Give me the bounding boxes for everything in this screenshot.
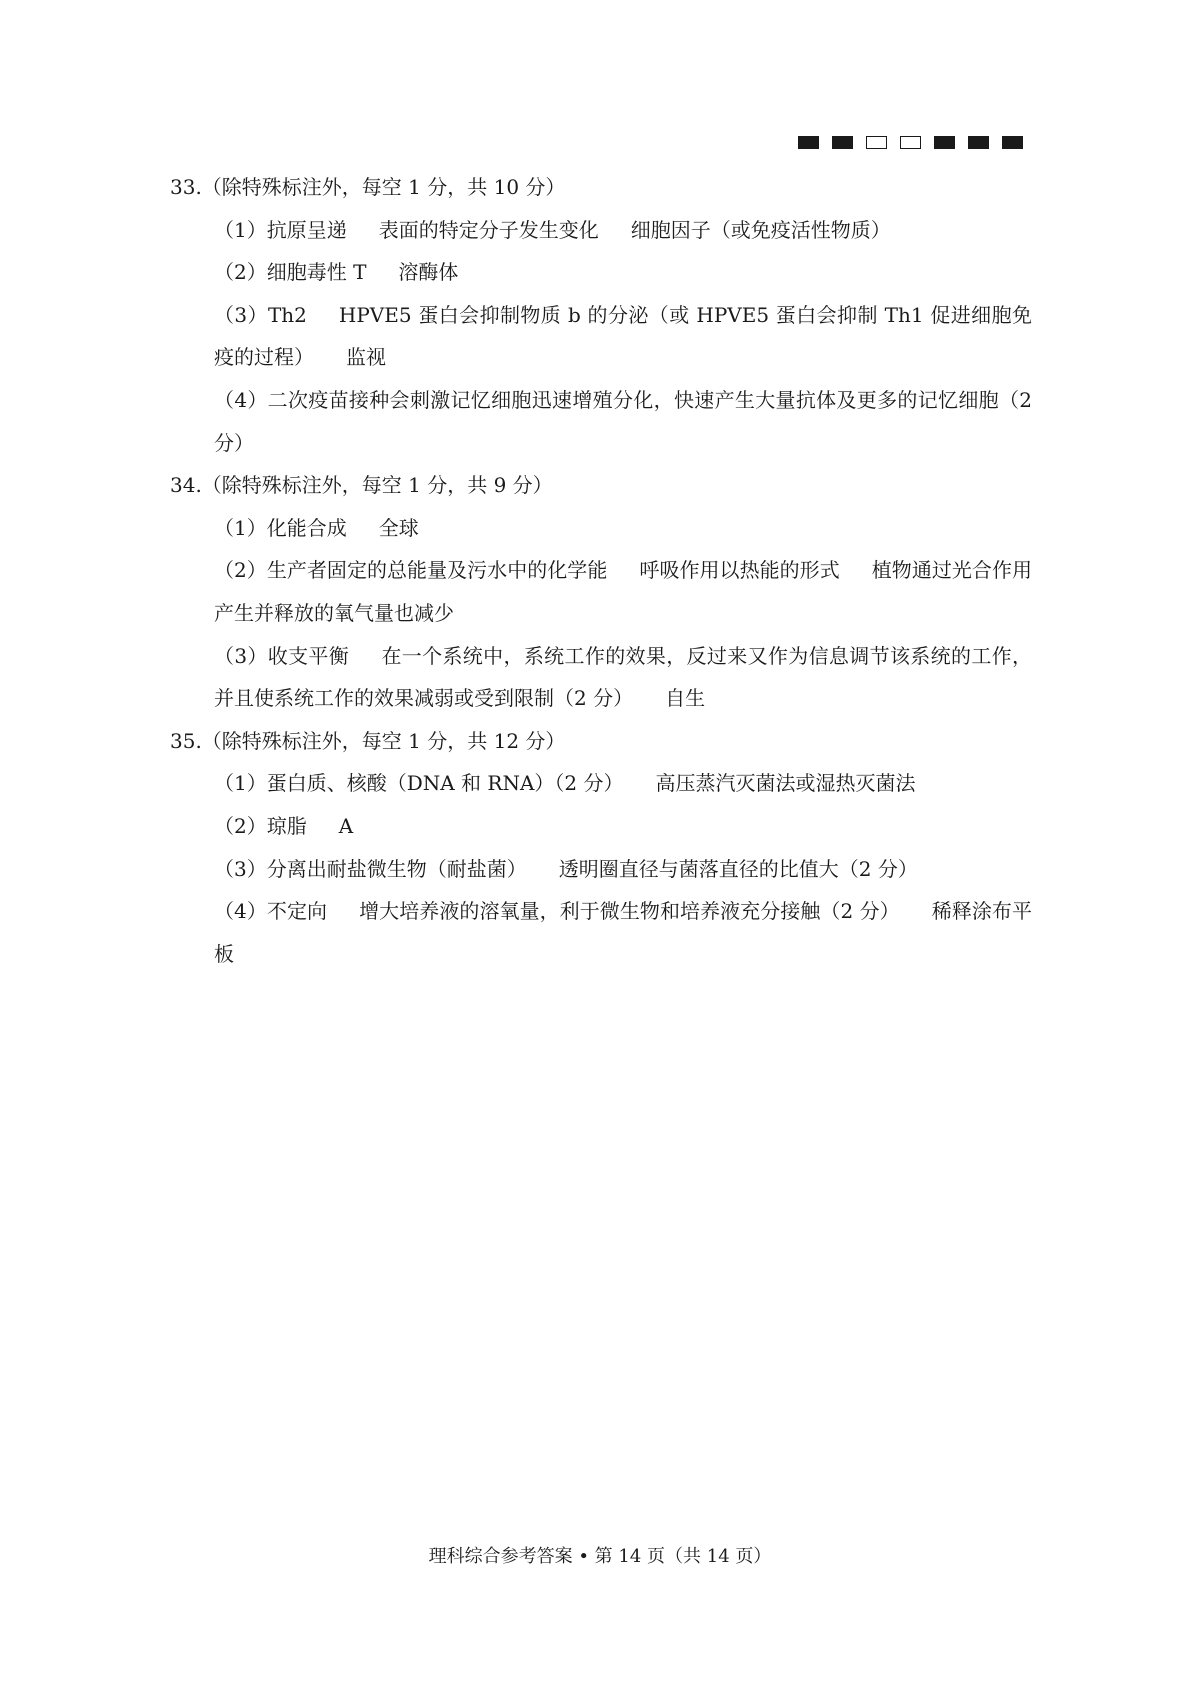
answer-text: 稀释涂布平板 <box>214 899 1032 966</box>
answer-line <box>170 251 1032 294</box>
answer-text: 溶酶体 <box>398 260 459 285</box>
answer-text: （4）不定向 <box>214 899 328 924</box>
answer-text: 在一个系统中，系统工作的效果，反过来又作为信息调节该系统的工作，并且使系统工作的效果减弱或受到限制（2 分） <box>214 643 1032 711</box>
answer-line <box>170 762 1032 805</box>
page-footer: 理科综合参考答案 • 第 14 页（共 14 页） <box>428 1546 772 1567</box>
answer-text: HPVE5 蛋白会抑制物质 b 的分泌（或 HPVE5 蛋白会抑制 Th1 促进细胞免疫的过程） <box>214 302 1032 370</box>
header-mark-empty <box>900 136 921 149</box>
header-mark-filled <box>934 136 955 149</box>
question-heading: 33.（除特殊标注外，每空 1 分，共 10 分） <box>170 175 566 199</box>
answer-line <box>170 209 1032 252</box>
answer-text: 植物通过光合作用产生并释放的氧气量也减少 <box>214 558 1032 625</box>
answer-text: 高压蒸汽灭菌法或湿热灭菌法 <box>655 771 916 796</box>
answer-line <box>170 294 1032 379</box>
answer-text: 自生 <box>665 686 706 711</box>
answer-text: （1）蛋白质、核酸（DNA 和 RNA）（2 分） <box>214 771 624 796</box>
answer-text: （2）生产者固定的总能量及污水中的化学能 <box>214 558 608 583</box>
answer-line <box>170 635 1032 720</box>
answer-text: 呼吸作用以热能的形式 <box>639 558 840 583</box>
answer-text: 增大培养液的溶氧量，利于微生物和培养液充分接触（2 分） <box>359 899 900 924</box>
answer-line <box>170 848 1032 891</box>
answer-text: 透明圈直径与菌落直径的比值大（2 分） <box>558 856 918 881</box>
answer-line <box>170 805 1032 848</box>
header-mark-filled <box>798 136 819 149</box>
answer-line <box>170 379 1032 464</box>
answer-text: （1）抗原呈递 <box>214 217 347 242</box>
answer-text: （3）收支平衡 <box>214 643 350 668</box>
answer-line <box>170 890 1032 975</box>
header-mark-filled <box>1002 136 1023 149</box>
header-mark-empty <box>866 136 887 149</box>
answer-text: （3）Th2 <box>214 302 307 327</box>
answer-text: A <box>338 813 354 838</box>
answer-content <box>170 166 1032 975</box>
answer-text: （1）化能合成 <box>214 515 347 540</box>
question-heading: 34.（除特殊标注外，每空 1 分，共 9 分） <box>170 473 553 498</box>
header-mark-filled <box>832 136 853 149</box>
answer-text: （2）琼脂 <box>214 813 307 838</box>
answer-text: （4）二次疫苗接种会刺激记忆细胞迅速增殖分化，快速产生大量抗体及更多的记忆细胞（2 分） <box>214 387 1032 455</box>
question-heading: 35.（除特殊标注外，每空 1 分，共 12 分） <box>170 728 566 753</box>
header-mark-filled <box>968 136 989 149</box>
answer-text: 表面的特定分子发生变化 <box>378 217 599 242</box>
answer-text: 全球 <box>378 515 419 540</box>
answer-text: 细胞因子（或免疫活性物质） <box>630 217 891 242</box>
answer-text: （2）细胞毒性 T <box>214 260 367 285</box>
answer-text: （3）分离出耐盐微生物（耐盐菌） <box>214 856 527 881</box>
header-marks <box>798 136 1023 149</box>
answer-line <box>170 507 1032 550</box>
answer-text: 监视 <box>346 345 386 370</box>
answer-line <box>170 549 1032 634</box>
